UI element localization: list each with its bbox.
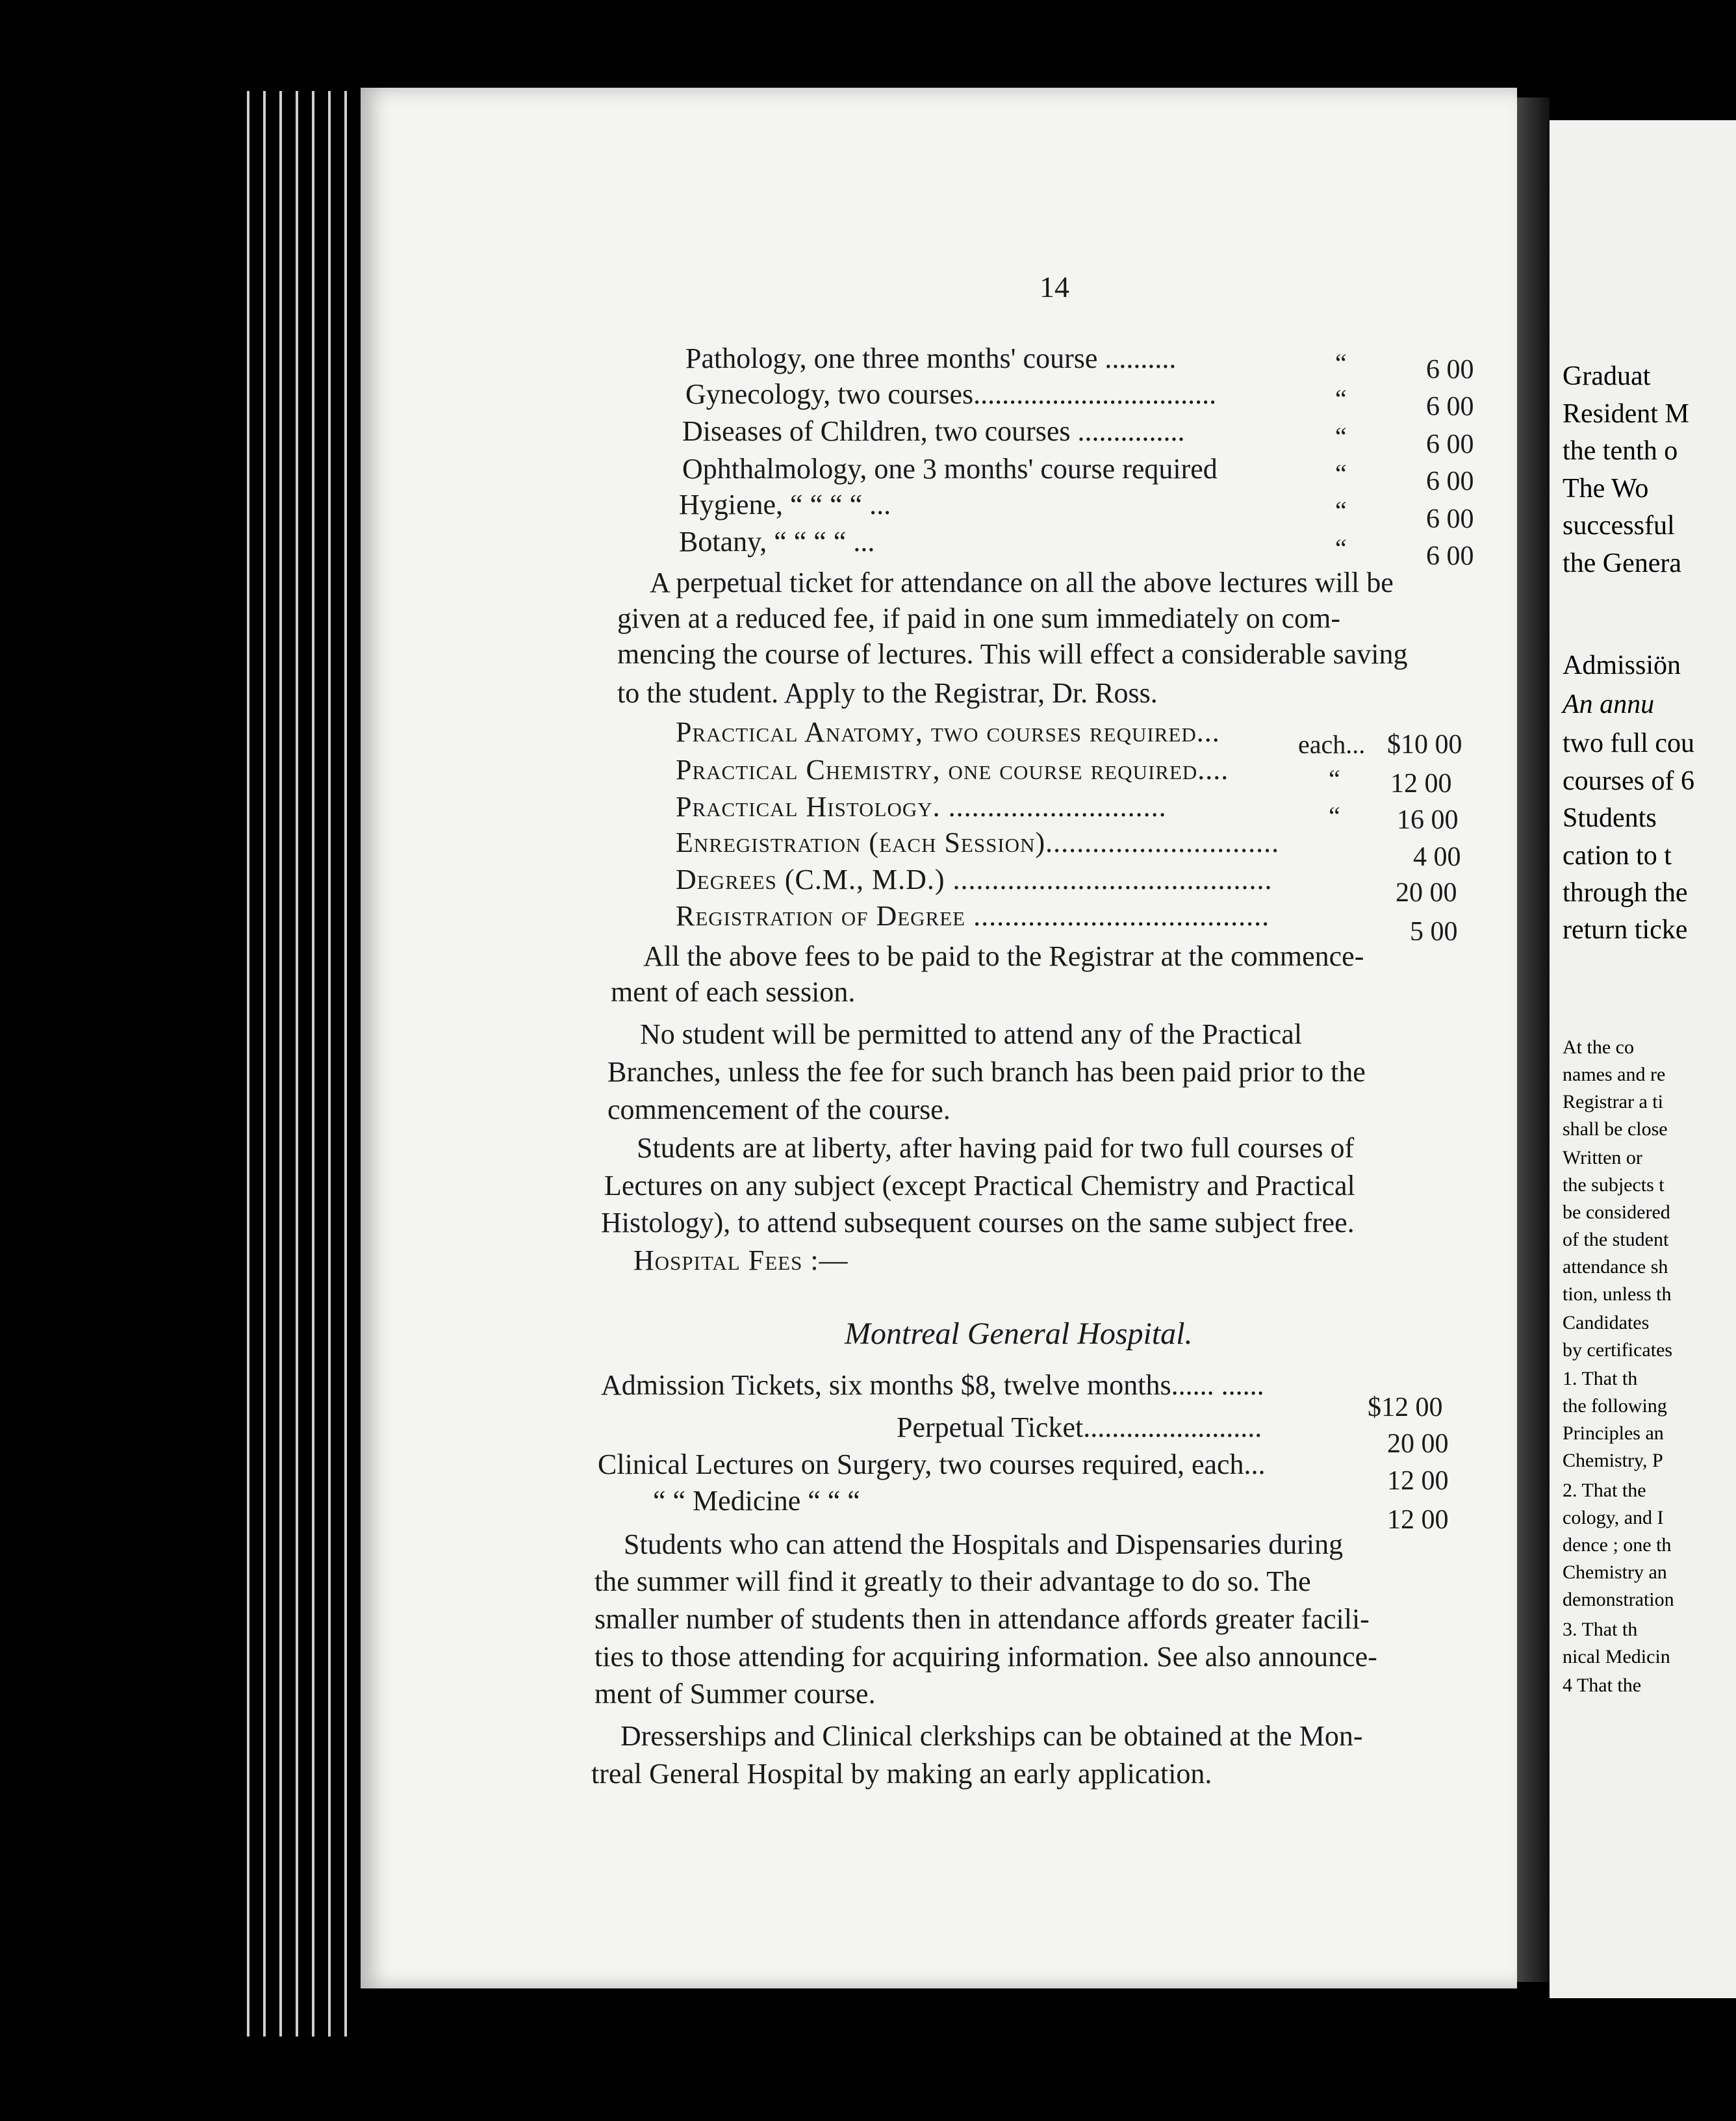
paragraph-line: ment of Summer course. xyxy=(594,1678,876,1710)
right-page-line: return ticke xyxy=(1563,915,1688,945)
paragraph-line: ties to those attending for acquiring information. See also announce- xyxy=(594,1641,1377,1673)
fee-amount: 6 00 xyxy=(1426,430,1474,459)
practical-fee-label: Practical Histology. ............................ xyxy=(676,791,1167,823)
book-gutter xyxy=(1517,97,1550,1982)
ditto-mark: “ xyxy=(1335,459,1347,488)
right-page-heading: Admissiön xyxy=(1563,650,1681,680)
paragraph-line: given at a reduced fee, if paid in one sum immediately on com- xyxy=(617,602,1341,634)
right-page-small-line: 4 That the xyxy=(1563,1675,1642,1696)
paragraph-line: No student will be permitted to attend any of the Practical xyxy=(640,1018,1303,1050)
paragraph-line: A perpetual ticket for attendance on all the above lectures will be xyxy=(650,567,1394,598)
practical-fee-label: Enregistration (each Session).............................. xyxy=(676,827,1280,858)
paragraph-line: All the above fees to be paid to the Registrar at the commence- xyxy=(643,940,1364,972)
practical-fee-amount: 4 00 xyxy=(1413,842,1461,872)
paragraph-line: ment of each session. xyxy=(611,976,856,1008)
book-edge-line xyxy=(328,91,331,2037)
ditto-mark: “ xyxy=(1335,384,1347,413)
right-page-line: the tenth o xyxy=(1563,436,1678,466)
right-page xyxy=(1550,120,1736,1998)
right-page-small-line: cology, and I xyxy=(1563,1507,1664,1528)
hospital-fee-label: Admission Tickets, six months $8, twelve months...... ...... xyxy=(601,1369,1264,1401)
paragraph-line: treal General Hospital by making an early application. xyxy=(591,1758,1212,1790)
practical-fee-label: Practical Anatomy, two courses required... xyxy=(676,716,1220,748)
hospital-fee-amount: 12 00 xyxy=(1387,1505,1449,1535)
paragraph-line: to the student. Apply to the Registrar, Dr. Ross. xyxy=(617,677,1158,709)
paragraph-line: mencing the course of lectures. This will effect a considerable saving xyxy=(617,638,1408,670)
right-page-small-line: demonstration xyxy=(1563,1589,1674,1610)
book-edge-line xyxy=(247,91,249,2037)
right-page-line: courses of 6 xyxy=(1563,766,1694,796)
fee-line-label: Gynecology, two courses.................................. xyxy=(685,378,1217,410)
right-page-small-line: names and re xyxy=(1563,1064,1666,1085)
fee-amount: 6 00 xyxy=(1426,355,1474,385)
practical-fee-label: Practical Chemistry, one course required.... xyxy=(676,754,1229,786)
paragraph-line: smaller number of students then in attendance affords greater facili- xyxy=(594,1603,1370,1635)
book-edge-line xyxy=(312,91,314,2037)
book-edge-line xyxy=(296,91,298,2037)
practical-fee-amount: 5 00 xyxy=(1410,917,1458,947)
book-edge-line xyxy=(279,91,282,2037)
right-page-small-line: At the co xyxy=(1563,1036,1634,1058)
practical-fee-amount: 12 00 xyxy=(1390,769,1452,799)
hospital-fee-label: “ “ Medicine “ “ “ xyxy=(653,1485,860,1517)
right-page-small-line: the subjects t xyxy=(1563,1174,1665,1196)
right-page-small-line: shall be close xyxy=(1563,1118,1668,1140)
paragraph-line: Lectures on any subject (except Practical Chemistry and Practical xyxy=(604,1170,1355,1202)
practical-fee-amount: $10 00 xyxy=(1387,730,1462,760)
right-page-line: the Genera xyxy=(1563,548,1682,578)
right-page-line: The Wo xyxy=(1563,474,1649,504)
right-page-small-line: dence ; one th xyxy=(1563,1534,1672,1556)
right-page-small-line: 1. That th xyxy=(1563,1368,1638,1389)
right-page-small-line: by certificates xyxy=(1563,1339,1673,1361)
practical-fee-label: Registration of Degree ...................................... xyxy=(676,900,1270,932)
ditto-mark: “ xyxy=(1329,764,1340,793)
right-page-line: Resident M xyxy=(1563,399,1689,429)
paragraph-line: Branches, unless the fee for such branch has been paid prior to the xyxy=(607,1056,1366,1088)
right-page-line: cation to t xyxy=(1563,841,1672,871)
hospital-heading: Montreal General Hospital. xyxy=(845,1317,1193,1351)
right-page-small-line: Written or xyxy=(1563,1147,1642,1168)
fee-line-label: Botany, “ “ “ “ ... xyxy=(679,526,875,558)
right-page-line: An annu xyxy=(1563,689,1655,719)
hospital-fee-amount: $12 00 xyxy=(1368,1393,1443,1422)
fee-amount: 6 00 xyxy=(1426,467,1474,496)
fee-line-label: Diseases of Children, two courses ............... xyxy=(682,415,1185,447)
right-page-small-line: 3. That th xyxy=(1563,1619,1638,1640)
right-page-small-line: the following xyxy=(1563,1395,1667,1417)
practical-fee-amount: 20 00 xyxy=(1396,878,1457,908)
ditto-mark: “ xyxy=(1335,496,1347,525)
fee-line-label: Pathology, one three months' course .......... xyxy=(685,342,1177,374)
ditto-mark: “ xyxy=(1335,348,1347,378)
paragraph-line: commencement of the course. xyxy=(607,1094,951,1125)
book-edge-line xyxy=(344,91,347,2037)
right-page-small-line: 2. That the xyxy=(1563,1480,1646,1501)
page-number: 14 xyxy=(1040,270,1069,303)
paragraph-line: the summer will find it greatly to their advantage to do so. The xyxy=(594,1565,1311,1597)
paragraph-line: Dresserships and Clinical clerkships can be obtained at the Mon- xyxy=(620,1720,1363,1752)
ditto-mark: “ xyxy=(1335,422,1347,451)
right-page-line: successful xyxy=(1563,511,1675,541)
practical-fee-each: each... xyxy=(1298,730,1366,759)
right-page-line: Graduat xyxy=(1563,361,1651,391)
hospital-fee-amount: 20 00 xyxy=(1387,1429,1449,1459)
hospital-fee-label: Clinical Lectures on Surgery, two courses required, each... xyxy=(598,1448,1266,1480)
right-page-small-line: Principles an xyxy=(1563,1422,1664,1444)
right-page-line: Students xyxy=(1563,803,1657,833)
right-page-small-line: attendance sh xyxy=(1563,1256,1668,1278)
hospital-fees-label: Hospital Fees :— xyxy=(633,1244,849,1276)
right-page-small-line: Registrar a ti xyxy=(1563,1091,1663,1112)
fee-amount: 6 00 xyxy=(1426,504,1474,534)
hospital-fee-amount: 12 00 xyxy=(1387,1466,1449,1496)
paragraph-line: Students are at liberty, after having paid for two full courses of xyxy=(637,1132,1355,1164)
ditto-mark: “ xyxy=(1335,533,1347,563)
paragraph-line: Histology), to attend subsequent courses on the same subject free. xyxy=(601,1207,1355,1239)
fee-amount: 6 00 xyxy=(1426,541,1474,571)
right-page-small-line: tion, unless th xyxy=(1563,1283,1672,1305)
practical-fee-amount: 16 00 xyxy=(1397,805,1459,835)
right-page-small-line: Chemistry an xyxy=(1563,1562,1667,1583)
right-page-small-line: Chemistry, P xyxy=(1563,1450,1663,1471)
hospital-fee-label: Perpetual Ticket......................... xyxy=(897,1411,1262,1443)
right-page-line: two full cou xyxy=(1563,728,1694,758)
right-page-small-line: Candidates xyxy=(1563,1312,1650,1333)
right-page-small-line: of the student xyxy=(1563,1229,1669,1250)
right-page-small-line: nical Medicin xyxy=(1563,1646,1670,1667)
right-page-small-line: be considered xyxy=(1563,1202,1670,1223)
fee-amount: 6 00 xyxy=(1426,392,1474,422)
practical-fee-label: Degrees (C.M., M.D.) ......................................... xyxy=(676,864,1273,895)
fee-line-label: Ophthalmology, one 3 months' course required xyxy=(682,453,1218,485)
right-page-line: through the xyxy=(1563,878,1688,908)
ditto-mark: “ xyxy=(1329,801,1340,830)
book-edge-line xyxy=(263,91,266,2037)
paragraph-line: Students who can attend the Hospitals and Dispensaries during xyxy=(624,1528,1344,1560)
fee-line-label: Hygiene, “ “ “ “ ... xyxy=(679,489,891,521)
